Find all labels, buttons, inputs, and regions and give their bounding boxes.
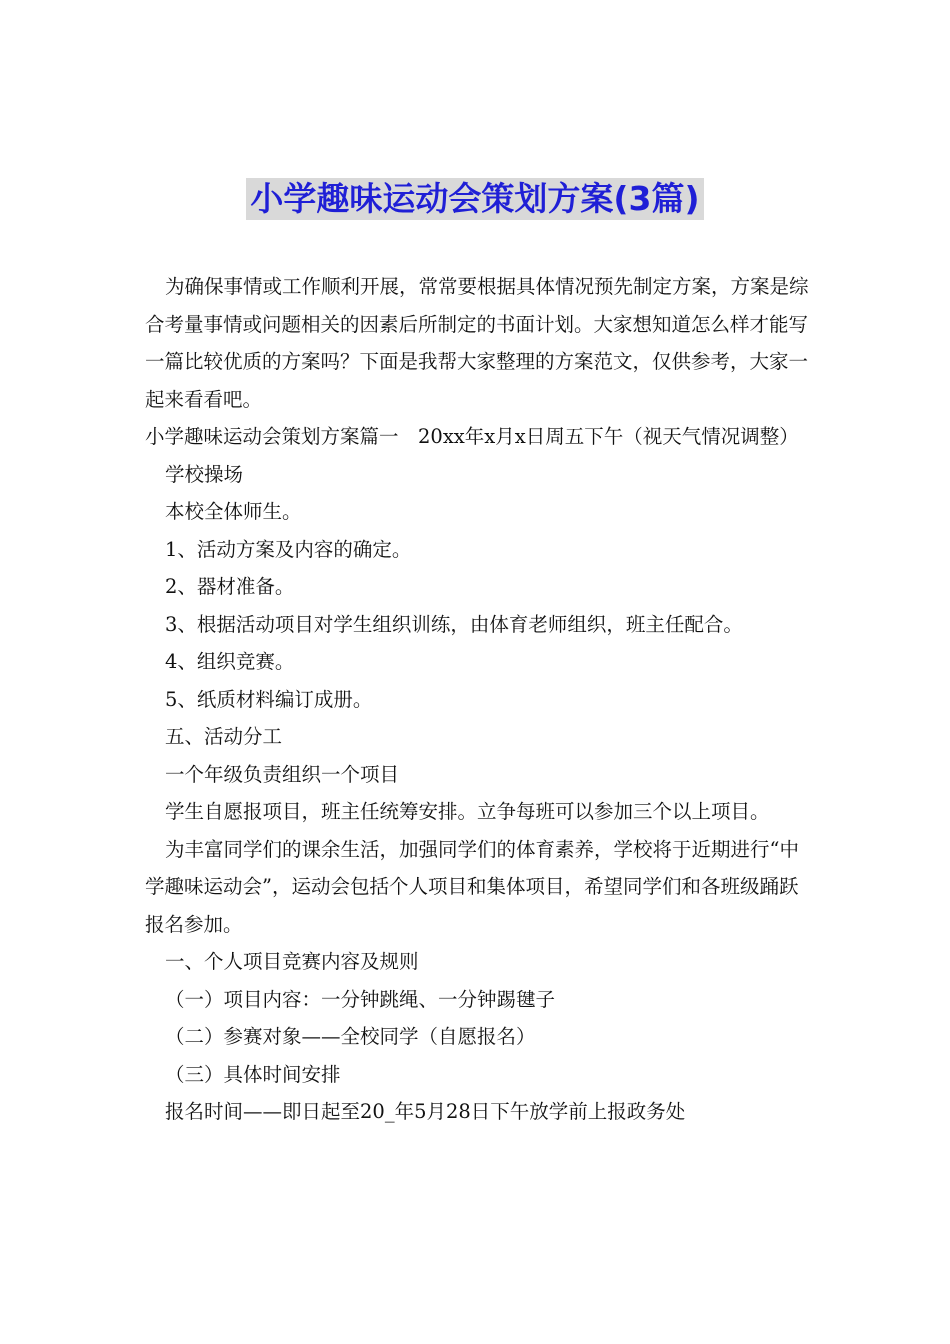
- paragraph: 一、个人项目竞赛内容及规则: [165, 950, 419, 973]
- paragraph: 五、活动分工: [165, 725, 283, 748]
- paragraph: （三）具体时间安排: [165, 1062, 341, 1086]
- paragraph: （一）项目内容：一分钟跳绳、一分钟踢毽子: [165, 987, 556, 1011]
- paragraph: 5、纸质材料编订成册。: [165, 687, 373, 711]
- paragraph: 1、活动方案及内容的确定。: [165, 537, 412, 561]
- paragraph: 为确保事情或工作顺利开展，常常要根据具体情况预先制定方案，方案是综合考量事情或问题相关的因素后所制定的书面计划。大家想知道怎么样才能写一篇比较优质的方案吗？下面是我帮大家整理的方案范文，仅供参考，大家一起来看看吧。: [145, 275, 809, 411]
- paragraph: 本校全体师生。: [165, 500, 302, 523]
- paragraph: 2、器材准备。: [165, 575, 295, 598]
- paragraph: 小学趣味运动会策划方案篇一 20xx年x月x日周五下午（视天气情况调整）: [145, 425, 799, 448]
- document-body: [145, 268, 817, 1131]
- paragraph: 为丰富同学们的课余生活，加强同学们的体育素养，学校将于近期进行“中学趣味运动会”，运动会包括个人项目和集体项目，希望同学们和各班级踊跃报名参加。: [145, 837, 799, 936]
- title-container: [0, 178, 950, 220]
- paragraph: 学生自愿报项目，班主任统筹安排。立争每班可以参加三个以上项目。: [165, 800, 770, 823]
- document-title: 小学趣味运动会策划方案(3篇): [246, 178, 703, 220]
- paragraph: 4、组织竞赛。: [165, 650, 295, 673]
- paragraph: （二）参赛对象——全校同学（自愿报名）: [165, 1025, 536, 1048]
- paragraph: 3、根据活动项目对学生组织训练，由体育老师组织，班主任配合。: [165, 612, 743, 636]
- paragraph: 一个年级负责组织一个项目: [165, 762, 400, 786]
- paragraph: 报名时间——即日起至20_年5月28日下午放学前上报政务处: [165, 1100, 686, 1123]
- paragraph: 学校操场: [165, 462, 244, 486]
